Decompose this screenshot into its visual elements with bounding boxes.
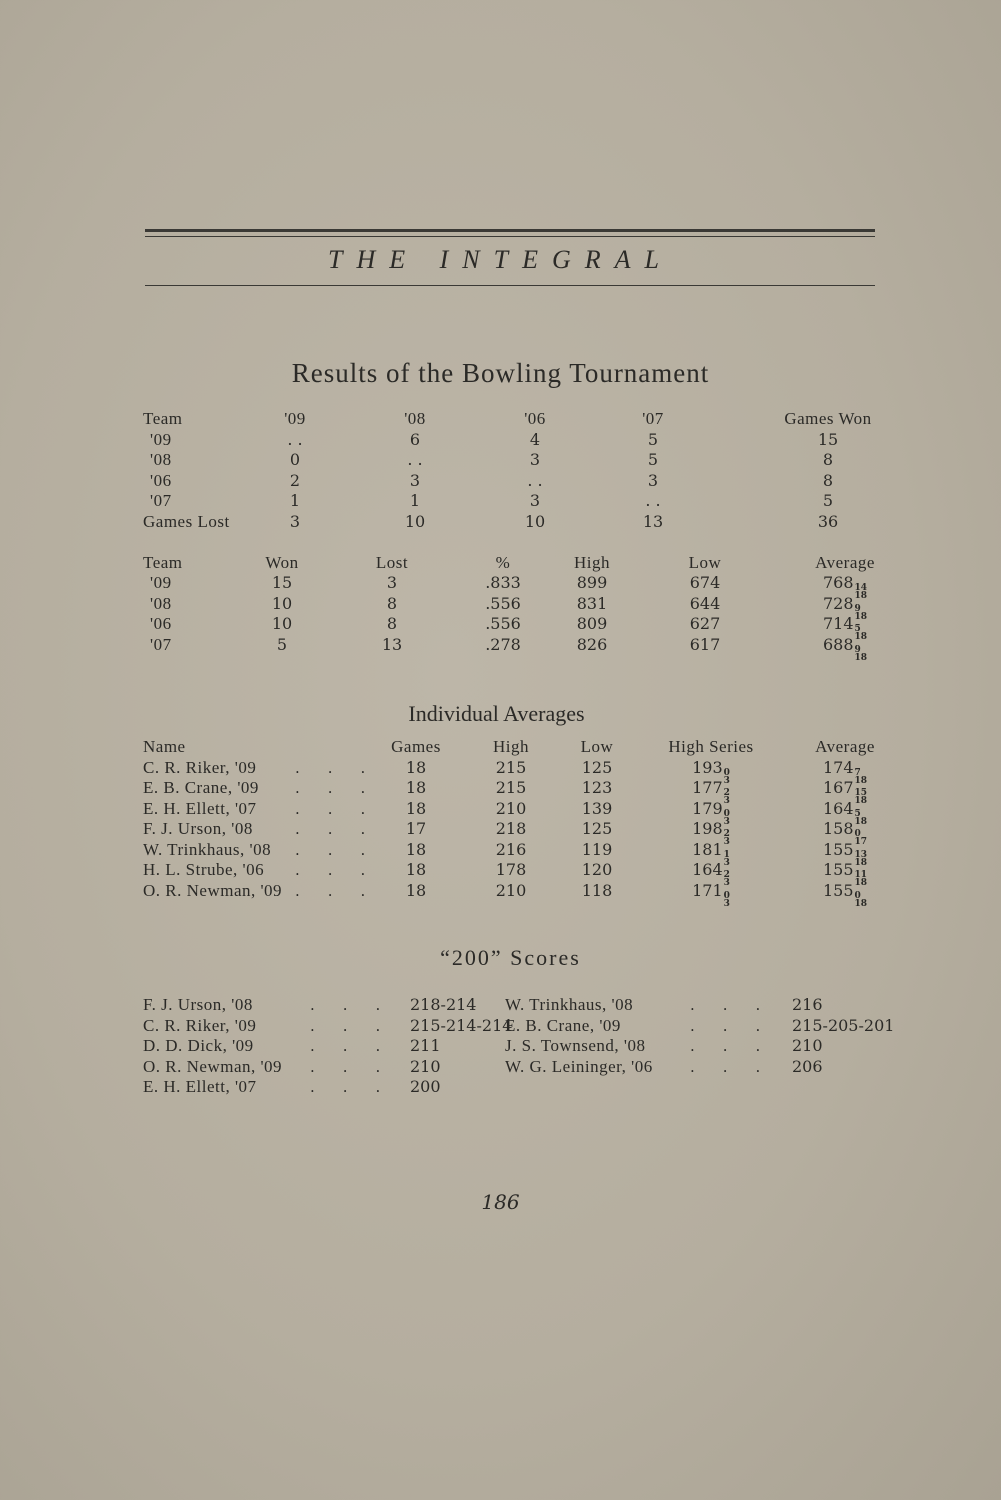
matrix-cell: 15 — [817, 430, 839, 449]
denominator: 3 — [723, 899, 730, 909]
numerator: 0 — [723, 891, 730, 901]
whole-part: 155 — [822, 860, 854, 879]
standings-cell: 10 — [271, 614, 293, 633]
player-name: C. R. Riker, '09 — [143, 1016, 257, 1035]
individual-cell: 215 — [495, 758, 527, 777]
individual-cell: 210 — [495, 799, 527, 818]
denominator: 18 — [854, 817, 868, 827]
team-label: '09 — [150, 430, 172, 449]
dot-leader: ... — [310, 1017, 409, 1035]
dot-leader: ... — [295, 759, 394, 777]
dot-leader: ... — [295, 841, 394, 859]
matrix-cell: 5 — [822, 491, 834, 510]
numerator: 11 — [854, 870, 868, 880]
individual-cell: 120 — [581, 860, 613, 879]
individual-cell: 139 — [581, 799, 613, 818]
head-underline — [145, 285, 875, 286]
denominator: 18 — [854, 796, 868, 806]
matrix-cell: 2 — [289, 471, 301, 490]
denominator: 3 — [723, 796, 730, 806]
matrix-cell: 8 — [822, 471, 834, 490]
matrix-cell: . . — [407, 450, 423, 469]
team-label: '08 — [150, 594, 172, 613]
matrix-cell: 6 — [409, 430, 421, 449]
standings-cell: 5 — [276, 635, 288, 654]
whole-part: 155 — [822, 881, 854, 900]
standings-header: % — [495, 553, 511, 572]
score: 210 — [792, 1036, 823, 1055]
individual-cell: 216 — [495, 840, 527, 859]
matrix-cell: 3 — [647, 471, 659, 490]
denominator: 18 — [854, 653, 868, 663]
individual-cell: 123 — [581, 778, 613, 797]
dot-leader: ... — [295, 779, 394, 797]
player-name: F. J. Urson, '08 — [143, 995, 253, 1014]
individual-cell: 119 — [581, 840, 613, 859]
matrix-cell: 3 — [409, 471, 421, 490]
whole-part: 179 — [692, 799, 723, 818]
whole-part: 688 — [822, 635, 854, 654]
matrix-cell: 4 — [529, 430, 541, 449]
denominator: 18 — [854, 632, 868, 642]
player-name: E. H. Ellett, '07 — [143, 1077, 257, 1096]
standings-header: Team — [143, 553, 183, 572]
matrix-cell: 36 — [817, 512, 839, 531]
individual-header: Games — [391, 737, 441, 756]
player-name: D. D. Dick, '09 — [143, 1036, 254, 1055]
dot-leader: ... — [295, 861, 394, 879]
matrix-cell: . . — [527, 471, 543, 490]
scores200-title: “200” Scores — [440, 945, 581, 970]
standings-cell: 831 — [576, 594, 608, 613]
numerator: 2 — [723, 788, 730, 798]
whole-part: 167 — [822, 778, 854, 797]
individual-cell: 18 — [405, 758, 427, 777]
whole-part: 155 — [822, 840, 854, 859]
numerator: 1 — [723, 850, 730, 860]
denominator: 3 — [723, 776, 730, 786]
denominator: 18 — [854, 858, 868, 868]
numerator: 0 — [723, 768, 730, 778]
player-name: H. L. Strube, '06 — [143, 860, 265, 879]
score: 211 — [410, 1036, 441, 1055]
dot-leader: ... — [310, 1037, 409, 1055]
fraction — [855, 646, 868, 662]
score: 215-205-201 — [792, 1016, 895, 1035]
dot-leader: ... — [295, 800, 394, 818]
standings-cell: 644 — [689, 594, 721, 613]
player-name: F. J. Urson, '08 — [143, 819, 253, 838]
dot-leader: ... — [295, 820, 394, 838]
denominator: 18 — [854, 899, 868, 909]
denominator: 3 — [723, 817, 730, 827]
numerator: 2 — [723, 870, 730, 880]
player-name: W. G. Leininger, '06 — [505, 1057, 653, 1076]
team-label: '06 — [150, 471, 172, 490]
standings-cell: .556 — [485, 614, 521, 633]
matrix-header: Games Won — [784, 409, 872, 428]
whole-part: 171 — [692, 881, 723, 900]
player-name: E. B. Crane, '09 — [143, 778, 259, 797]
standings-cell: 8 — [386, 614, 398, 633]
page-number: 186 — [481, 1190, 520, 1214]
individual-header: High Series — [668, 737, 754, 756]
team-label: '08 — [150, 450, 172, 469]
top-rule-thin — [145, 236, 875, 237]
dot-leader: ... — [690, 1058, 789, 1076]
score: 218-214 — [410, 995, 477, 1014]
dot-leader: ... — [690, 1017, 789, 1035]
numerator: 0 — [854, 829, 861, 839]
whole-part: 768 — [822, 573, 854, 592]
top-rule-thick — [145, 229, 875, 232]
numerator: 9 — [854, 645, 861, 655]
numerator: 0 — [723, 809, 730, 819]
individual-cell: 178 — [495, 860, 527, 879]
individual-cell: 215 — [495, 778, 527, 797]
numerator: 7 — [854, 768, 861, 778]
matrix-cell: 8 — [822, 450, 834, 469]
page-title: Results of the Bowling Tournament — [291, 358, 710, 388]
whole-part: 158 — [822, 819, 854, 838]
matrix-header: '06 — [524, 409, 546, 428]
matrix-cell: 3 — [529, 491, 541, 510]
matrix-header: '08 — [404, 409, 426, 428]
individual-header: Name — [143, 737, 186, 756]
score: 210 — [410, 1057, 441, 1076]
matrix-cell: 1 — [409, 491, 421, 510]
denominator: 18 — [854, 591, 868, 601]
team-label: '06 — [150, 614, 172, 633]
matrix-cell: 5 — [647, 430, 659, 449]
matrix-cell: 13 — [642, 512, 664, 531]
matrix-cell: 1 — [289, 491, 301, 510]
denominator: 18 — [854, 776, 868, 786]
standings-cell: 10 — [271, 594, 293, 613]
individual-cell: 18 — [405, 840, 427, 859]
standings-cell: 15 — [271, 573, 293, 592]
team-label: '07 — [150, 635, 172, 654]
standings-cell: 13 — [381, 635, 403, 654]
matrix-cell: 3 — [289, 512, 301, 531]
whole-part: 164 — [692, 860, 723, 879]
matrix-cell: . . — [287, 430, 303, 449]
standings-cell: 899 — [576, 573, 608, 592]
standings-header: Lost — [375, 553, 409, 572]
dot-leader: ... — [310, 996, 409, 1014]
standings-header: Average — [815, 553, 875, 572]
matrix-cell: . . — [645, 491, 661, 510]
individual-cell: 18 — [405, 778, 427, 797]
standings-cell: .833 — [485, 573, 521, 592]
individual-cell — [822, 878, 868, 909]
matrix-header: Team — [143, 409, 183, 428]
score: 200 — [410, 1077, 441, 1096]
player-name: O. R. Newman, '09 — [143, 881, 283, 900]
player-name: O. R. Newman, '09 — [143, 1057, 283, 1076]
standings-cell — [822, 632, 868, 663]
dot-leader: ... — [690, 1037, 789, 1055]
denominator: 18 — [854, 612, 868, 622]
numerator: 13 — [854, 850, 868, 860]
numerator: 5 — [854, 624, 861, 634]
whole-part: 198 — [692, 819, 723, 838]
standings-cell: 627 — [689, 614, 721, 633]
standings-cell: 809 — [576, 614, 608, 633]
individual-header: Average — [815, 737, 875, 756]
denominator: 18 — [854, 878, 868, 888]
whole-part: 164 — [822, 799, 854, 818]
running-head: THE INTEGRAL — [328, 245, 673, 274]
individual-cell: 18 — [405, 799, 427, 818]
player-name: W. Trinkhaus, '08 — [505, 995, 634, 1014]
individual-cell: 17 — [405, 819, 427, 838]
player-name: E. H. Ellett, '07 — [143, 799, 257, 818]
denominator: 17 — [854, 837, 868, 847]
individual-cell — [692, 878, 730, 909]
numerator: 9 — [854, 604, 861, 614]
numerator: 14 — [854, 583, 868, 593]
individual-title: Individual Averages — [408, 701, 585, 726]
standings-header: Won — [265, 553, 299, 572]
individual-header: Low — [580, 737, 614, 756]
standings-cell: 674 — [689, 573, 721, 592]
individual-cell: 18 — [405, 881, 427, 900]
individual-cell: 118 — [581, 881, 613, 900]
team-label: Games Lost — [143, 512, 230, 531]
standings-cell: 826 — [576, 635, 608, 654]
individual-cell: 218 — [495, 819, 527, 838]
numerator: 2 — [723, 829, 730, 839]
whole-part: 181 — [692, 840, 723, 859]
score: 215-214-214 — [410, 1016, 513, 1035]
matrix-cell: 3 — [529, 450, 541, 469]
team-label: '09 — [150, 573, 172, 592]
standings-cell: 8 — [386, 594, 398, 613]
matrix-cell: 0 — [289, 450, 301, 469]
standings-header: Low — [688, 553, 722, 572]
numerator: 5 — [854, 809, 861, 819]
dot-leader: ... — [310, 1078, 409, 1096]
standings-cell: .278 — [485, 635, 521, 654]
dot-leader: ... — [295, 882, 394, 900]
whole-part: 193 — [692, 758, 723, 777]
individual-cell: 210 — [495, 881, 527, 900]
player-name: E. B. Crane, '09 — [505, 1016, 621, 1035]
team-label: '07 — [150, 491, 172, 510]
player-name: J. S. Townsend, '08 — [505, 1036, 646, 1055]
fraction — [855, 892, 868, 908]
individual-cell: 125 — [581, 819, 613, 838]
standings-cell: 617 — [689, 635, 721, 654]
dot-leader: ... — [310, 1058, 409, 1076]
whole-part: 728 — [822, 594, 854, 613]
matrix-cell: 5 — [647, 450, 659, 469]
score: 216 — [792, 995, 823, 1014]
denominator: 3 — [723, 858, 730, 868]
fraction — [724, 892, 730, 908]
numerator: 0 — [854, 891, 861, 901]
denominator: 3 — [723, 837, 730, 847]
individual-cell: 125 — [581, 758, 613, 777]
whole-part: 714 — [822, 614, 854, 633]
whole-part: 174 — [822, 758, 854, 777]
player-name: C. R. Riker, '09 — [143, 758, 257, 777]
matrix-cell: 10 — [404, 512, 426, 531]
matrix-cell: 10 — [524, 512, 546, 531]
player-name: W. Trinkhaus, '08 — [143, 840, 272, 859]
matrix-header: '09 — [284, 409, 306, 428]
standings-cell: .556 — [485, 594, 521, 613]
standings-header: High — [574, 553, 610, 572]
numerator: 15 — [854, 788, 868, 798]
matrix-header: '07 — [642, 409, 664, 428]
individual-cell: 18 — [405, 860, 427, 879]
individual-header: High — [493, 737, 529, 756]
score: 206 — [792, 1057, 823, 1076]
dot-leader: ... — [690, 996, 789, 1014]
whole-part: 177 — [692, 778, 723, 797]
standings-cell: 3 — [386, 573, 398, 592]
denominator: 3 — [723, 878, 730, 888]
